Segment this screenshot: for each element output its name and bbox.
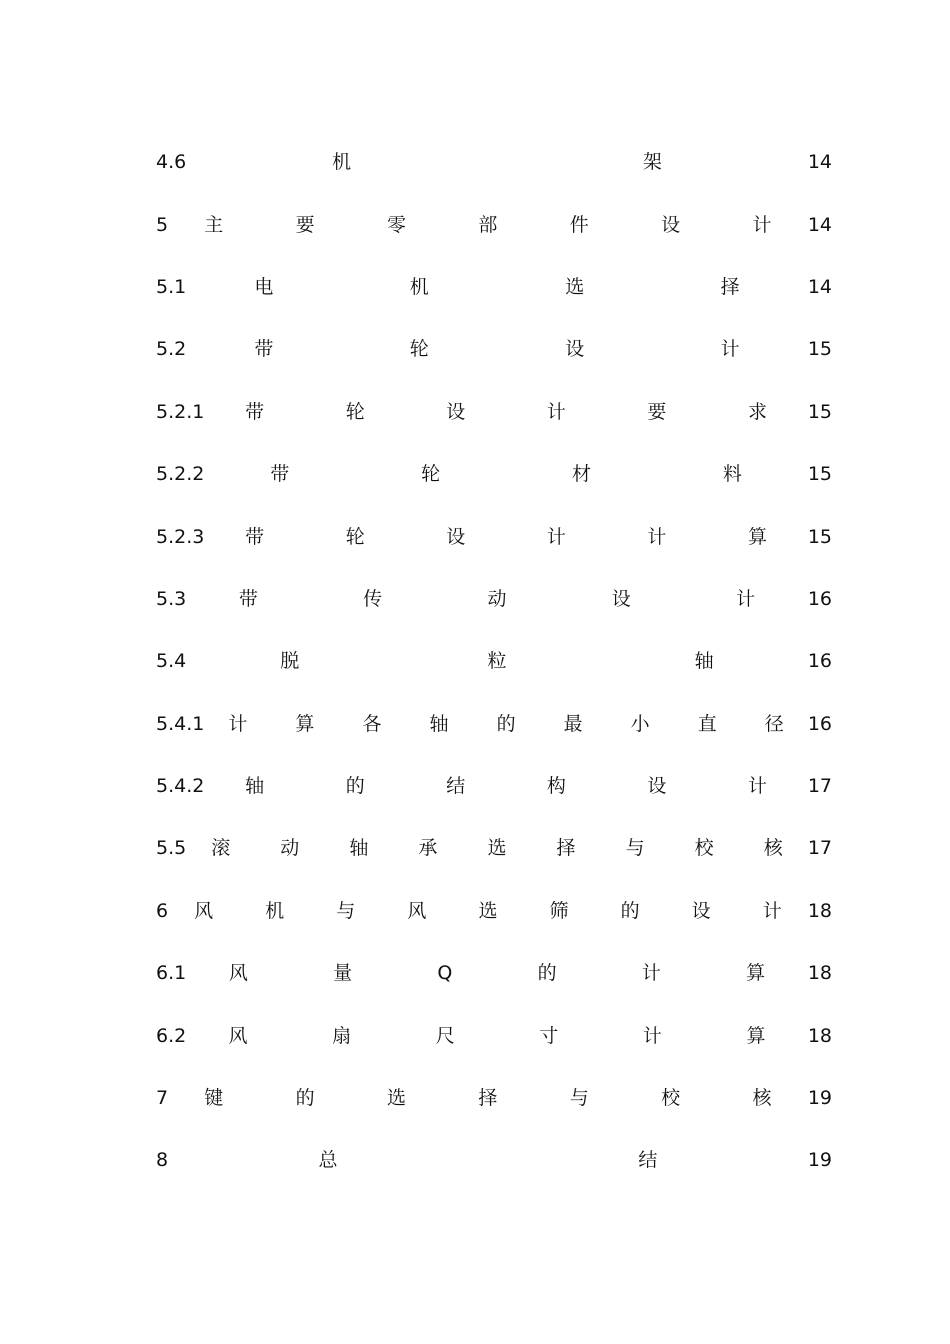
toc-title-char: 算 xyxy=(746,1024,766,1047)
toc-title-char: 零 xyxy=(387,213,407,236)
toc-title-char: 计 xyxy=(546,400,566,423)
toc-entry-title xyxy=(168,1079,808,1117)
toc-entry-title xyxy=(186,580,808,618)
toc-entry[interactable] xyxy=(156,817,832,879)
toc-entry[interactable] xyxy=(156,568,832,630)
toc-title-char: 风 xyxy=(228,1024,248,1047)
toc-entry-title xyxy=(168,1141,808,1179)
toc-title-char: 主 xyxy=(204,213,224,236)
toc-entry[interactable] xyxy=(156,193,832,255)
toc-entry-page-number: 15 xyxy=(807,338,832,361)
toc-title-char: 电 xyxy=(254,275,274,298)
toc-title-char: 各 xyxy=(362,712,382,735)
toc-title-char: 筛 xyxy=(549,899,569,922)
toc-entry[interactable] xyxy=(156,755,832,817)
toc-entry[interactable] xyxy=(156,256,832,318)
toc-title-char: 机 xyxy=(332,151,352,174)
toc-entry[interactable] xyxy=(156,131,832,193)
toc-title-char: 的 xyxy=(295,1087,315,1110)
toc-title-char: 带 xyxy=(245,400,265,423)
toc-entry[interactable] xyxy=(156,1067,832,1129)
toc-title-char: 轴 xyxy=(429,712,449,735)
toc-entry-number: 5.4.2 xyxy=(156,775,205,798)
toc-title-char: 选 xyxy=(387,1087,407,1110)
toc-title-char: 算 xyxy=(746,962,766,985)
toc-entry[interactable] xyxy=(156,1129,832,1191)
toc-title-char: 承 xyxy=(418,837,438,860)
toc-title-char: 滚 xyxy=(211,837,231,860)
toc-title-char: 计 xyxy=(736,587,756,610)
toc-entry-title xyxy=(204,455,807,493)
toc-title-char: 核 xyxy=(763,837,783,860)
toc-title-char: 校 xyxy=(694,837,714,860)
toc-list xyxy=(156,131,832,1192)
toc-title-char: 轴 xyxy=(349,837,369,860)
toc-title-char: 直 xyxy=(697,712,717,735)
toc-entry[interactable] xyxy=(156,630,832,692)
toc-title-char: 轴 xyxy=(245,775,265,798)
toc-entry-number: 5.4.1 xyxy=(156,712,205,735)
toc-entry-number: 5.5 xyxy=(156,837,187,860)
toc-title-char: 结 xyxy=(446,775,466,798)
toc-entry-title xyxy=(186,829,808,867)
toc-entry-page-number: 14 xyxy=(807,275,832,298)
toc-title-char: 径 xyxy=(764,712,784,735)
toc-title-char: 要 xyxy=(295,213,315,236)
toc-title-char: 传 xyxy=(363,587,383,610)
toc-entry[interactable] xyxy=(156,443,832,505)
toc-entry-page-number: 16 xyxy=(807,712,832,735)
toc-title-char: 轮 xyxy=(345,525,365,548)
toc-title-char: 总 xyxy=(318,1149,338,1172)
toc-entry[interactable] xyxy=(156,1004,832,1066)
toc-entry-number: 4.6 xyxy=(156,151,187,174)
toc-title-char: 算 xyxy=(747,525,767,548)
toc-entry-title xyxy=(186,330,808,368)
toc-entry-number: 5.4 xyxy=(156,650,187,673)
toc-title-char: 的 xyxy=(620,899,640,922)
toc-title-char: 选 xyxy=(478,899,498,922)
toc-title-char: 料 xyxy=(722,463,742,486)
toc-entry-title xyxy=(186,143,808,181)
toc-title-char: 机 xyxy=(265,899,285,922)
toc-title-char: 要 xyxy=(647,400,667,423)
toc-title-char: 粒 xyxy=(487,650,507,673)
toc-title-char: 算 xyxy=(295,712,315,735)
toc-title-char: 计 xyxy=(720,338,740,361)
toc-title-char: 风 xyxy=(194,899,214,922)
toc-title-char: 与 xyxy=(336,899,356,922)
toc-entry-page-number: 14 xyxy=(807,213,832,236)
toc-title-char: 与 xyxy=(569,1087,589,1110)
toc-title-char: 结 xyxy=(638,1149,658,1172)
toc-entry-page-number: 16 xyxy=(807,587,832,610)
toc-title-char: 择 xyxy=(720,275,740,298)
toc-title-char: 架 xyxy=(642,151,662,174)
toc-entry[interactable] xyxy=(156,318,832,380)
toc-entry-page-number: 19 xyxy=(807,1149,832,1172)
toc-entry-page-number: 18 xyxy=(807,899,832,922)
toc-entry-number: 5 xyxy=(156,213,169,236)
toc-entry-page-number: 15 xyxy=(807,400,832,423)
toc-entry-number: 5.2.3 xyxy=(156,525,205,548)
toc-title-char: 量 xyxy=(333,962,353,985)
toc-title-char: 最 xyxy=(563,712,583,735)
toc-entry-number: 7 xyxy=(156,1087,169,1110)
toc-title-char: 部 xyxy=(478,213,498,236)
toc-entry-number: 5.2.2 xyxy=(156,463,205,486)
toc-title-char: 计 xyxy=(747,775,767,798)
toc-title-char: 计 xyxy=(641,962,661,985)
toc-entry[interactable] xyxy=(156,693,832,755)
toc-entry-title xyxy=(168,206,808,244)
toc-title-char: 材 xyxy=(572,463,592,486)
toc-entry-title xyxy=(204,767,807,805)
toc-title-char: 动 xyxy=(487,587,507,610)
toc-entry-number: 6.2 xyxy=(156,1024,187,1047)
toc-title-char: 计 xyxy=(546,525,566,548)
toc-title-char: Q xyxy=(437,962,453,985)
toc-entry-page-number: 15 xyxy=(807,463,832,486)
toc-entry-number: 8 xyxy=(156,1149,169,1172)
toc-title-char: 的 xyxy=(345,775,365,798)
toc-title-char: 计 xyxy=(228,712,248,735)
toc-entry-title xyxy=(186,954,808,992)
toc-entry-page-number: 19 xyxy=(807,1087,832,1110)
toc-title-char: 选 xyxy=(487,837,507,860)
toc-title-char: 择 xyxy=(556,837,576,860)
toc-title-char: 小 xyxy=(630,712,650,735)
toc-entry-number: 5.2.1 xyxy=(156,400,205,423)
toc-title-char: 设 xyxy=(691,899,711,922)
toc-title-char: 带 xyxy=(245,525,265,548)
toc-title-char: 带 xyxy=(270,463,290,486)
toc-title-char: 轴 xyxy=(694,650,714,673)
toc-entry-number: 6 xyxy=(156,899,169,922)
toc-title-char: 扇 xyxy=(332,1024,352,1047)
toc-entry-number: 5.3 xyxy=(156,587,187,610)
toc-entry-title xyxy=(204,705,807,743)
toc-entry-title xyxy=(204,518,807,556)
toc-title-char: 设 xyxy=(647,775,667,798)
toc-title-char: 设 xyxy=(446,525,466,548)
toc-entry-title xyxy=(186,268,808,306)
toc-title-char: 计 xyxy=(647,525,667,548)
toc-title-char: 寸 xyxy=(539,1024,559,1047)
toc-title-char: 轮 xyxy=(345,400,365,423)
toc-title-char: 计 xyxy=(752,213,772,236)
toc-title-char: 轮 xyxy=(409,338,429,361)
toc-entry-page-number: 17 xyxy=(807,775,832,798)
toc-title-char: 风 xyxy=(228,962,248,985)
toc-entry[interactable] xyxy=(156,942,832,1004)
toc-title-char: 构 xyxy=(546,775,566,798)
toc-title-char: 求 xyxy=(747,400,767,423)
toc-title-char: 设 xyxy=(446,400,466,423)
toc-title-char: 设 xyxy=(565,338,585,361)
toc-entry-number: 5.2 xyxy=(156,338,187,361)
toc-entry-page-number: 16 xyxy=(807,650,832,673)
toc-title-char: 件 xyxy=(569,213,589,236)
toc-entry[interactable] xyxy=(156,381,832,443)
toc-title-char: 择 xyxy=(478,1087,498,1110)
toc-entry-page-number: 17 xyxy=(807,837,832,860)
table-of-contents xyxy=(156,131,832,1192)
toc-title-char: 设 xyxy=(611,587,631,610)
toc-entry-number: 6.1 xyxy=(156,962,187,985)
toc-title-char: 选 xyxy=(565,275,585,298)
toc-title-char: 的 xyxy=(496,712,516,735)
toc-title-char: 带 xyxy=(254,338,274,361)
toc-entry-title xyxy=(186,1017,808,1055)
toc-entry[interactable] xyxy=(156,505,832,567)
toc-title-char: 带 xyxy=(238,587,258,610)
toc-title-char: 与 xyxy=(625,837,645,860)
toc-title-char: 轮 xyxy=(421,463,441,486)
toc-title-char: 机 xyxy=(409,275,429,298)
toc-title-char: 计 xyxy=(642,1024,662,1047)
toc-entry-page-number: 18 xyxy=(807,1024,832,1047)
toc-title-char: 尺 xyxy=(435,1024,455,1047)
toc-title-char: 校 xyxy=(661,1087,681,1110)
toc-entry-title xyxy=(186,642,808,680)
toc-entry-page-number: 15 xyxy=(807,525,832,548)
toc-title-char: 动 xyxy=(280,837,300,860)
toc-title-char: 键 xyxy=(204,1087,224,1110)
toc-title-char: 脱 xyxy=(280,650,300,673)
toc-title-char: 设 xyxy=(661,213,681,236)
toc-title-char: 的 xyxy=(537,962,557,985)
toc-entry[interactable] xyxy=(156,880,832,942)
toc-entry-page-number: 14 xyxy=(807,151,832,174)
toc-title-char: 核 xyxy=(752,1087,772,1110)
toc-entry-number: 5.1 xyxy=(156,275,187,298)
toc-entry-title xyxy=(204,393,807,431)
toc-entry-title xyxy=(168,892,808,930)
toc-title-char: 风 xyxy=(407,899,427,922)
toc-entry-page-number: 18 xyxy=(807,962,832,985)
toc-title-char: 计 xyxy=(762,899,782,922)
